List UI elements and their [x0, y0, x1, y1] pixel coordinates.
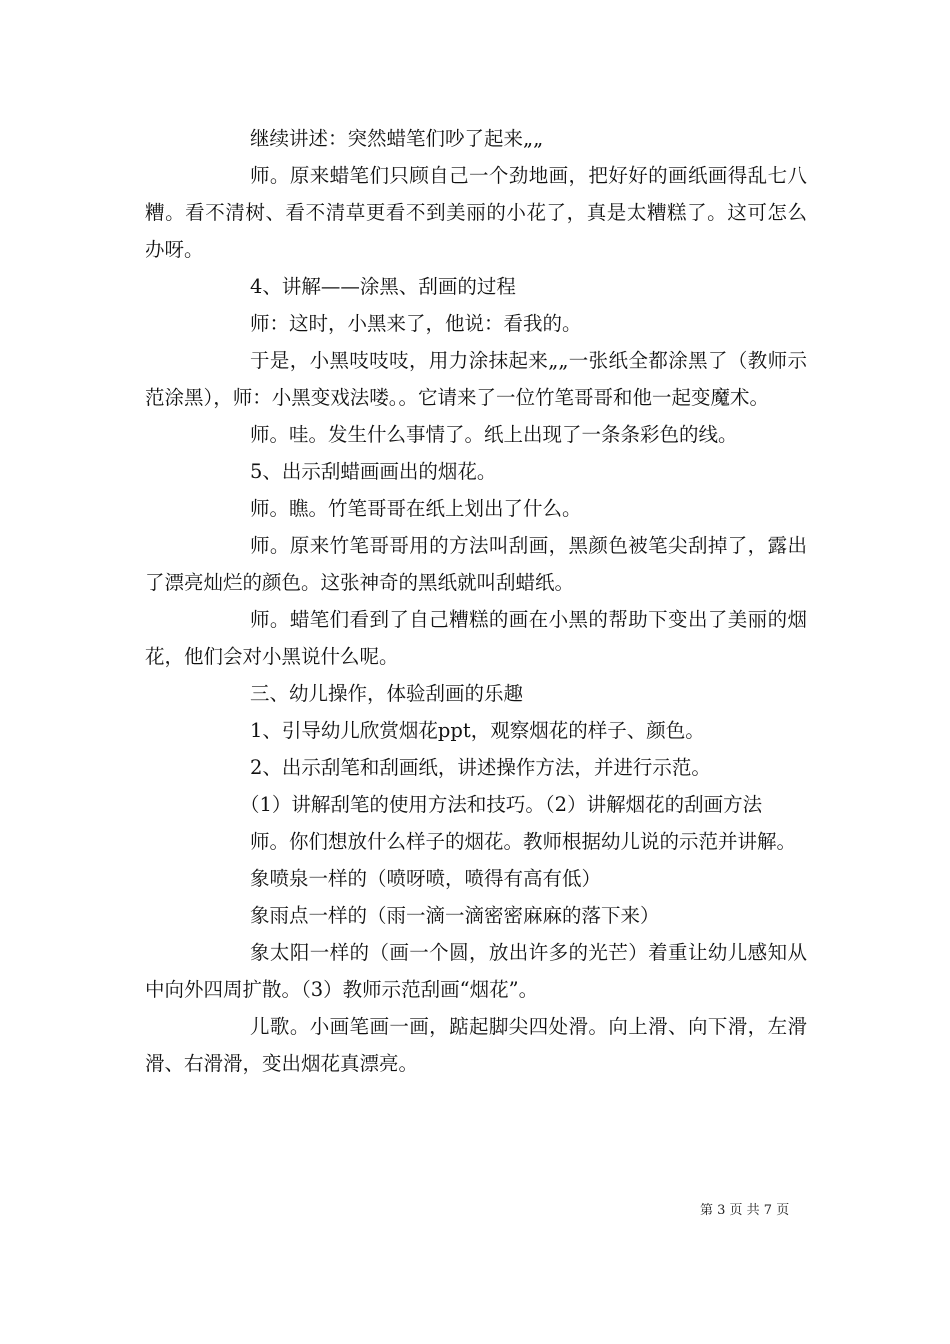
paragraph: 师。你们想放什么样子的烟花。教师根据幼儿说的示范并讲解。 [250, 830, 797, 853]
paragraph: 象喷泉一样的（喷呀喷，喷得有高有低） [250, 867, 602, 890]
paragraph: 继续讲述：突然蜡笔们吵了起来„„ [250, 127, 544, 150]
paragraph: 象太阳一样的（画一个圆，放出许多的光芒）着重让幼儿感知从中向外四周扩散。（3）教师示范刮画“烟花”。 [145, 941, 807, 1001]
paragraph: 师。哇。发生什么事情了。纸上出现了一条条彩色的线。 [250, 423, 738, 446]
paragraph: 师。原来竹笔哥哥用的方法叫刮画，黑颜色被笔尖刮掉了，露出了漂亮灿烂的颜色。这张神奇的黑纸就叫刮蜡纸。 [145, 534, 807, 594]
paragraph: 于是，小黑吱吱吱，用力涂抹起来„„一张纸全都涂黑了（教师示范涂黑），师：小黑变戏法喽。。它请来了一位竹笔哥哥和他一起变魔术。 [145, 349, 807, 409]
paragraph: 象雨点一样的（雨一滴一滴密密麻麻的落下来） [250, 904, 660, 927]
paragraph: 儿歌。小画笔画一画，踮起脚尖四处滑。向上滑、向下滑，左滑滑、右滑滑，变出烟花真漂亮。 [145, 1015, 807, 1075]
paragraph: 4、讲解——涂黑、刮画的过程 [250, 275, 516, 298]
section-heading: 三、幼儿操作，体验刮画的乐趣 [250, 682, 524, 705]
paragraph: 师。瞧。竹笔哥哥在纸上划出了什么。 [250, 497, 582, 520]
paragraph: （1）讲解刮笔的使用方法和技巧。（2）讲解烟花的刮画方法 [240, 793, 763, 816]
paragraph: 2、出示刮笔和刮画纸，讲述操作方法，并进行示范。 [250, 756, 711, 779]
paragraph: 师。蜡笔们看到了自己糟糕的画在小黑的帮助下变出了美丽的烟花，他们会对小黑说什么呢。 [145, 608, 807, 668]
body-text [145, 120, 807, 1082]
paragraph: 师。原来蜡笔们只顾自己一个劲地画，把好好的画纸画得乱七八糟。看不清树、看不清草更看不到美丽的小花了，真是太糟糕了。这可怎么办呀。 [145, 164, 807, 261]
paragraph: 5、出示刮蜡画画出的烟花。 [250, 460, 497, 483]
page-number: 第 3 页 共 7 页 [700, 1203, 790, 1218]
paragraph: 1、引导幼儿欣赏烟花ppt，观察烟花的样子、颜色。 [250, 719, 705, 742]
paragraph: 师：这时，小黑来了，他说：看我的。 [250, 312, 582, 335]
